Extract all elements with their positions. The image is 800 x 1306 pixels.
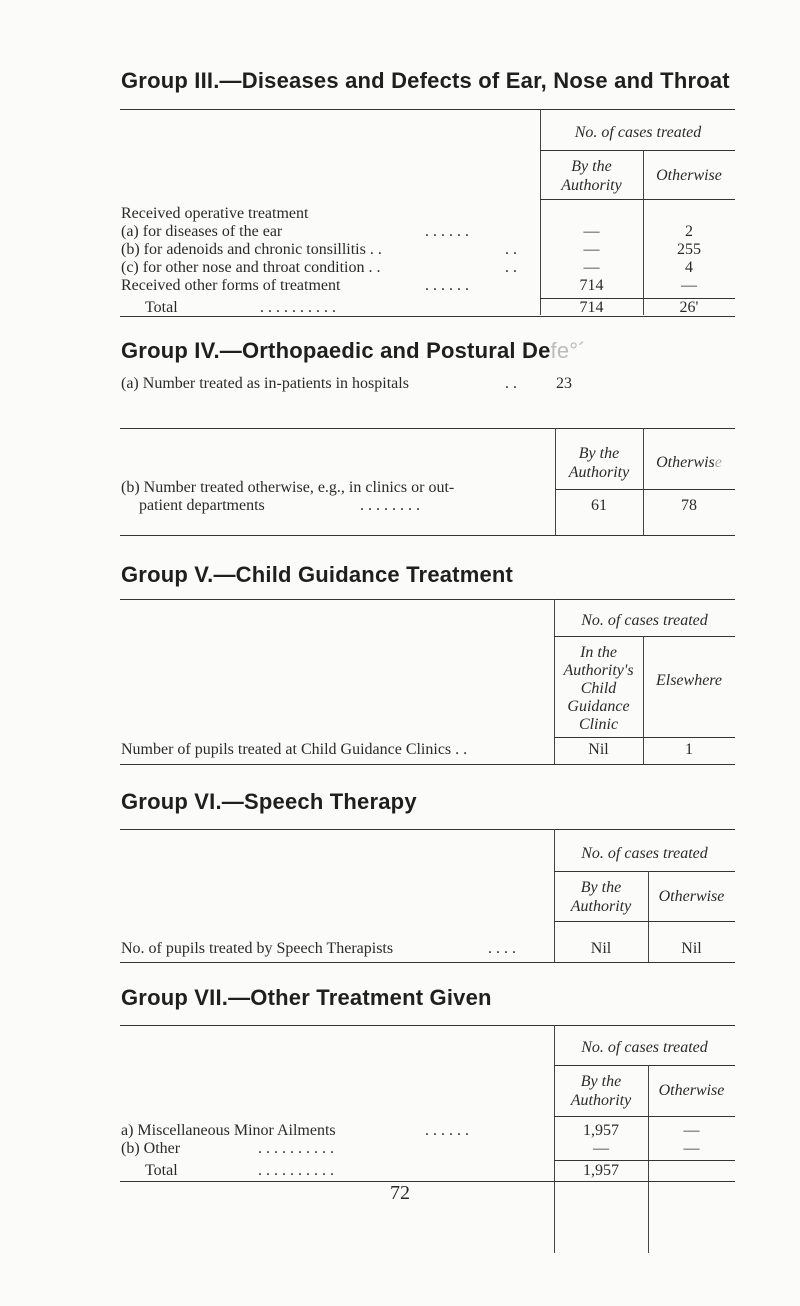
group-4-heading [121,338,586,364]
leader-dots: . . . . . . . . . . [260,299,336,316]
leader-dots: . . . . [488,940,516,957]
total-authority: 1,957 [583,1162,619,1179]
rule [555,489,735,490]
row-label: a) Miscellaneous Minor Ailments [121,1122,336,1139]
sub-head-line: Authority [568,464,630,481]
sub-head-line: Authority's [563,662,634,679]
leader-dots: . . . . . . [425,223,469,240]
cell-otherwise: — [681,277,697,294]
leader-dots: . . . . . . . . [360,497,420,514]
sub-head-authority [554,1072,648,1110]
cell-otherwise: 255 [677,241,701,258]
cell-authority: — [583,241,600,258]
rule [120,962,735,963]
sub-head-authority [554,878,648,916]
total-otherwise: 26' [679,299,699,316]
group-5-heading: Group V.—Child Guidance Treatment [121,562,514,587]
sub-head-line: Child [580,680,617,697]
row-label: Number of pupils treated at Child Guidance Clinics . . [121,741,468,758]
rule [120,535,735,536]
rule [554,871,735,872]
rule [554,737,735,738]
sub-head-otherwise: Otherwise [658,888,725,905]
cell-otherwise: 78 [681,497,697,514]
row-label: Received other forms of treatment [121,277,341,294]
cell-elsewhere: 1 [685,741,693,758]
sub-head-line: Guidance [567,698,630,715]
group-3-heading: Group III.—Diseases and Defects of Ear, Nose and Throat [121,68,730,93]
rule [540,150,735,151]
rule [554,921,735,922]
col-head: No. of cases treated [574,124,702,141]
sub-head-authority [555,444,643,482]
rule [554,1065,735,1066]
cell-otherwise: 4 [685,259,693,276]
col-head: No. of cases treated [581,1039,708,1056]
column-divider [643,428,644,535]
heading-text-faded: fe°´ [550,338,586,363]
leader-dots: . . . . . . [425,277,469,294]
leader-dots: . . [505,375,517,392]
cell-otherwise: — [683,1140,700,1157]
row-b-label-line2: patient departments [139,497,265,514]
row-label: (c) for other nose and throat condition . . [121,259,381,276]
cell-clinic: Nil [588,741,609,758]
rule [120,764,735,765]
cell-authority: 1,957 [583,1122,619,1139]
row-label: No. of pupils treated by Speech Therapists [121,940,394,957]
rule [554,1116,735,1117]
sub-head-otherwise: Otherwise [658,1082,725,1099]
cell-authority: 714 [579,277,604,294]
cell-otherwise: Nil [681,940,702,957]
group-6-heading: Group VI.—Speech Therapy [121,789,417,814]
rule [120,1025,735,1026]
leader-dots: . . . . . . [425,1122,469,1139]
rule [554,1160,735,1161]
sub-head-line: In the [580,644,617,661]
total-authority: 714 [579,299,604,316]
row-b-label-line1: (b) Number treated otherwise, e.g., in clinics or out- [121,479,455,496]
leader-dots: . . . . . . . . . . [258,1162,334,1179]
sub-head-otherwise: Otherwise [656,167,722,184]
row-label: (b) Other [121,1140,181,1157]
leader-dots: . . . . . . . . . . [258,1140,334,1157]
row-a-value: 23 [556,375,572,392]
cell-authority: — [583,223,600,240]
cell-authority: — [583,259,600,276]
rule [554,636,735,637]
row-label: Received operative treatment [121,205,309,222]
page-number: 72 [390,1182,410,1204]
rule [120,829,735,830]
rule [120,109,735,110]
rule [540,199,735,200]
col-head: No. of cases treated [581,845,708,862]
cell-authority: — [593,1140,609,1157]
sub-head-text-faded: e [714,454,722,471]
sub-head-line: By the [580,1073,622,1090]
rule [120,316,735,317]
sub-head-text: Otherwis [656,454,715,471]
leader-dots: . . [505,241,517,258]
heading-text: Group IV.—Orthopaedic and Postural De [121,338,551,363]
col-head: No. of cases treated [581,612,708,629]
total-label: Total [145,299,178,316]
sub-head-otherwise [643,454,735,472]
sub-head-authority [540,157,643,195]
sub-head-line: Authority [561,177,622,194]
sub-head-elsewhere: Elsewhere [655,672,723,689]
cell-authority: 61 [591,497,607,514]
cell-authority: Nil [590,940,612,957]
sub-head-line: By the [580,879,622,896]
cell-otherwise: — [683,1122,700,1139]
sub-head-clinic [554,644,643,734]
sub-head-line: By the [571,158,612,175]
row-label: (a) for diseases of the ear [121,223,283,240]
leader-dots: . . [505,259,517,276]
total-label: Total [145,1162,178,1179]
sub-head-line: Clinic [578,716,619,733]
row-label: (b) for adenoids and chronic tonsillitis . . [121,241,382,258]
cell-otherwise: 2 [685,223,693,240]
group-7-heading: Group VII.—Other Treatment Given [121,985,492,1010]
row-a-label: (a) Number treated as in-patients in hospitals [121,375,409,392]
sub-head-line: By the [578,445,620,462]
sub-head-line: Authority [570,898,632,915]
sub-head-line: Authority [570,1092,632,1109]
rule [120,599,735,600]
